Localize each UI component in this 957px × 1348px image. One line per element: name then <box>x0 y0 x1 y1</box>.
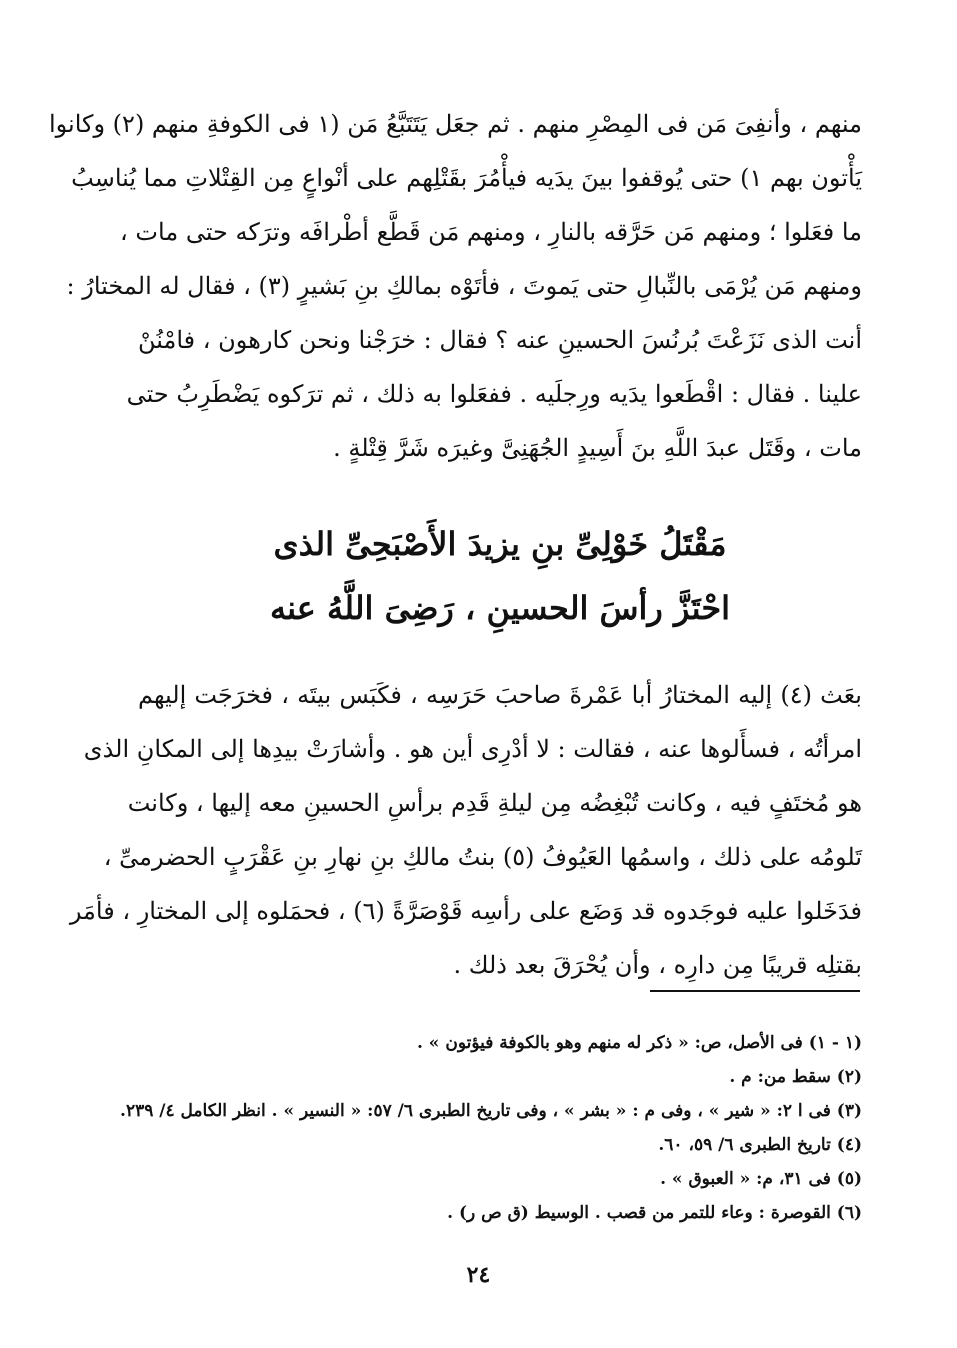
text-line: فدَخَلوا عليه فوجَدوه قد وَضَع على رأسِه قَوْصَرَّةً (٦) ، فحمَلوه إلى المختارِ ، فأمَر <box>69 897 862 925</box>
footnote: (٣) فى ا ٢: « شير » ، وفى م : « بشر » ، وفى تاريخ الطبرى ٦/ ٥٧: « النسير » . انظر الكامل ٤/ ٢٣٩. <box>120 1101 862 1121</box>
text-line: تَلومُه على ذلك ، واسمُها العَيُوفُ (٥) بنتُ مالكِ بنِ نهارِ بنِ عَقْرَبٍ الحضرمىِّ ، <box>103 843 862 871</box>
paragraph-2 <box>69 668 862 992</box>
text-line: يَأْتون بهم ١) حتى يُوقفوا بينَ يدَيه فيأْمُرَ بقَتْلِهم على أنْواعٍ مِن القِتْلاتِ مما يُناسِبُ <box>71 164 862 192</box>
paragraph-1 <box>48 97 862 475</box>
footnote-divider <box>650 990 860 992</box>
heading-line-2: احْتَزَّ رأسَ الحسينِ ، رَضِىَ اللَّهُ عنه <box>269 589 730 627</box>
heading-line-1: مَقْتَلُ خَوْلِىِّ بنِ يزيدَ الأَصْبَحِىِّ الذى <box>273 525 727 563</box>
footnote: (٢) سقط من: م . <box>729 1067 862 1087</box>
text-line: منهم ، وأنفِىَ مَن فى المِصْرِ منهم . ثم جعَل يَتَتَبَّعُ مَن (١ فى الكوفةِ منهم (٢) وكانوا <box>48 110 862 138</box>
footnote: (٤) تاريخ الطبرى ٦/ ٥٩، ٦٠. <box>658 1135 862 1155</box>
text-line: أنت الذى نَزَعْتَ بُرنُسَ الحسينِ عنه ؟ فقال : خرَجْنا ونحن كارهون ، فامْنُنْ <box>138 326 862 354</box>
footnote: (٦) القوصرة : وعاء للتمر من قصب . الوسيط (ق ص ر) . <box>447 1203 862 1223</box>
footnote: (١ - ١) فى الأصل، ص: « ذكر له منهم وهو بالكوفة فيؤتون » . <box>416 1033 862 1053</box>
text-line: امرأتُه ، فسأَلوها عنه ، فقالت : لا أدْرِى أين هو . وأشارَتْ بيدِها إلى المكانِ الذى <box>83 735 862 763</box>
text-line: هو مُختَفٍ فيه ، وكانت تُبْغِضُه مِن ليلةِ قَدِم برأسِ الحسينِ معه إليها ، وكانت <box>127 789 862 817</box>
footnote: (٥) فى ٣١، م: « العبوق » . <box>660 1169 862 1189</box>
text-line: مات ، وقَتَل عبدَ اللَّهِ بنَ أَسِيدٍ الجُهَنِىَّ وغيرَه شَرَّ قِتْلةٍ . <box>333 434 862 462</box>
text-line: ومنهم مَن يُرْمَى بالنِّبالِ حتى يَموتَ ، فأتَوْه بمالكِ بنِ بَشيرٍ (٣) ، فقال له المختارُ : <box>66 272 862 300</box>
text-line: بعَث (٤) إليه المختارُ أبا عَمْرةَ صاحبَ حَرَسِه ، فكَبَس بيتَه ، فخرَجَت إليهم <box>138 681 862 709</box>
text-line: علينا . فقال : اقْطَعوا يدَيه ورِجلَيه . ففعَلوا به ذلك ، ثم ترَكوه يَضْطَرِبُ حتى <box>126 380 862 408</box>
page-number: ٢٤ <box>466 1262 491 1288</box>
section-heading <box>138 512 862 640</box>
text-line: بقتلِه قريبًا مِن دارِه ، وأن يُحْرَقَ بعد ذلك . <box>453 951 862 979</box>
text-line: ما فعَلوا ؛ ومنهم مَن حَرَّقه بالنارِ ، ومنهم مَن قَطَّع أطْرافَه وترَكه حتى مات ، <box>120 218 862 246</box>
footnotes <box>120 1026 862 1230</box>
